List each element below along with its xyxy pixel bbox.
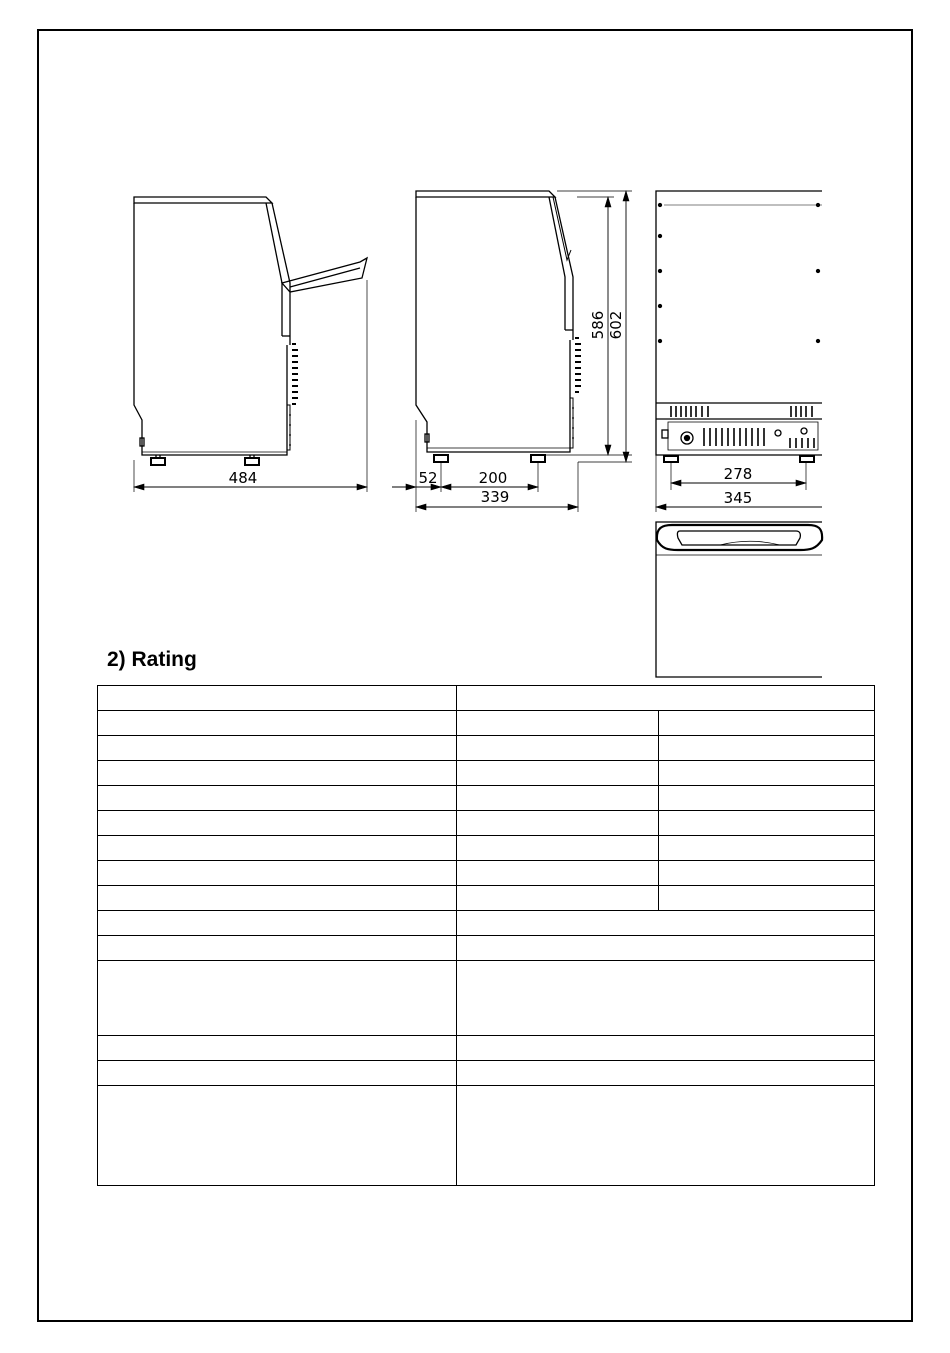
rating-label-cell — [98, 711, 457, 736]
rating-label-cell — [98, 761, 457, 786]
rating-row — [98, 811, 875, 836]
rear-view — [656, 191, 822, 512]
dim-rear-feet-278: 278 — [723, 465, 753, 483]
rating-label-cell — [98, 861, 457, 886]
rating-label-cell — [98, 736, 457, 761]
rating-label-cell — [98, 836, 457, 861]
rating-row — [98, 1061, 875, 1086]
dim-depth-339: 339 — [480, 488, 510, 506]
rating-label-cell — [98, 911, 457, 936]
rating-label-cell — [98, 936, 457, 961]
rating-value-cell — [457, 1036, 875, 1061]
rating-row — [98, 936, 875, 961]
rating-value-cell — [659, 761, 875, 786]
rating-value-cell — [659, 736, 875, 761]
rating-row — [98, 911, 875, 936]
section-title-rating: 2) Rating — [107, 648, 197, 671]
rating-value-cell — [457, 936, 875, 961]
rating-row — [98, 786, 875, 811]
rating-value-cell — [457, 736, 659, 761]
rating-value-cell — [457, 786, 659, 811]
rating-row — [98, 886, 875, 911]
front-view — [656, 522, 822, 677]
rating-row — [98, 711, 875, 736]
rating-row — [98, 761, 875, 786]
rating-label-cell — [98, 786, 457, 811]
rating-value-cell — [659, 786, 875, 811]
rating-row — [98, 1036, 875, 1061]
rating-value-cell — [457, 886, 659, 911]
rating-value-cell — [659, 811, 875, 836]
side-view-closed — [392, 191, 632, 512]
rating-value-cell — [457, 961, 875, 1036]
rating-value-cell — [457, 1061, 875, 1086]
rating-value-cell — [457, 761, 659, 786]
rating-table-body — [98, 686, 875, 1186]
rating-row — [98, 961, 875, 1036]
rating-label-cell — [98, 961, 457, 1036]
rating-label-cell — [98, 886, 457, 911]
rating-row — [98, 736, 875, 761]
rating-value-cell — [457, 811, 659, 836]
dim-width-484: 484 — [228, 469, 258, 487]
dim-rear-width-345: 345 — [723, 489, 753, 507]
dim-feet-200: 200 — [478, 469, 508, 487]
rating-table — [97, 685, 875, 1186]
dim-offset-52: 52 — [418, 469, 438, 487]
rating-value-cell — [457, 861, 659, 886]
rating-value-cell — [457, 911, 875, 936]
side-view-open — [134, 197, 367, 492]
rating-row — [98, 1086, 875, 1186]
rating-value-cell — [457, 836, 659, 861]
rating-value-cell — [457, 711, 659, 736]
dim-height-602: 602 — [607, 310, 625, 340]
rating-label-cell — [98, 1086, 457, 1186]
rating-label-cell — [98, 686, 457, 711]
rating-value-cell — [457, 686, 875, 711]
rating-label-cell — [98, 1036, 457, 1061]
rating-value-cell — [457, 1086, 875, 1186]
rating-label-cell — [98, 1061, 457, 1086]
rating-row — [98, 861, 875, 886]
rating-value-cell — [659, 836, 875, 861]
rating-value-cell — [659, 711, 875, 736]
rating-value-cell — [659, 886, 875, 911]
rating-row — [98, 686, 875, 711]
rating-row — [98, 836, 875, 861]
rating-label-cell — [98, 811, 457, 836]
rating-value-cell — [659, 861, 875, 886]
dim-height-586: 586 — [589, 310, 607, 340]
